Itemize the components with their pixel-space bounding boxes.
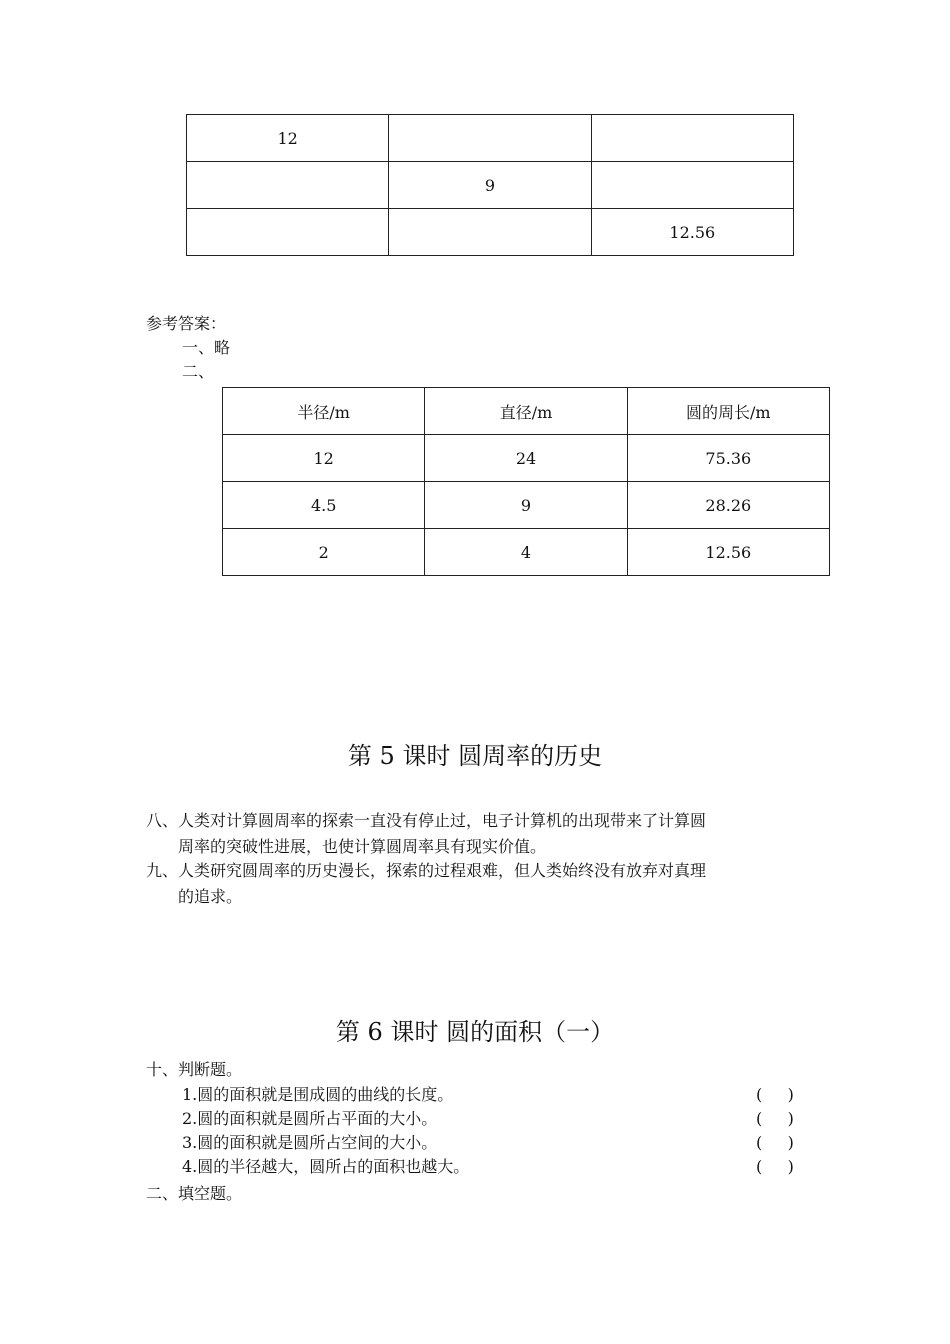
table-cell: 2 (223, 529, 425, 576)
table-cell: 12 (187, 115, 389, 162)
paragraph-9 (146, 858, 826, 910)
paragraph-text: 人类研究圆周率的历史漫长，探索的过程艰难，但人类始终没有放弃对真理 (178, 861, 707, 880)
answer-blank: ( ) (756, 1157, 794, 1176)
top-table (186, 114, 794, 256)
column-header: 半径/m (223, 388, 425, 435)
table-row (223, 435, 830, 482)
table-cell: 4 (425, 529, 627, 576)
table-cell: 12 (223, 435, 425, 482)
section-judgment: 十、判断题。 (146, 1060, 243, 1079)
table-cell (591, 115, 793, 162)
answer-item-1: 一、略 (182, 338, 231, 357)
answer-blank: ( ) (756, 1133, 794, 1152)
table-cell: 12.56 (591, 209, 793, 256)
table-cell (187, 209, 389, 256)
table-cell (187, 162, 389, 209)
answer-blank: ( ) (756, 1109, 794, 1128)
table-header-row (223, 388, 830, 435)
paragraph-8 (146, 808, 826, 860)
lesson-5-title: 第 5 课时 圆周率的历史 (347, 742, 603, 770)
table-row (187, 162, 794, 209)
paragraph-number: 九、 (146, 861, 179, 880)
table-cell (591, 162, 793, 209)
question-1: 1.圆的面积就是围成圆的曲线的长度。 (182, 1085, 454, 1104)
table-row (223, 529, 830, 576)
table-cell: 75.36 (627, 435, 829, 482)
table-cell: 4.5 (223, 482, 425, 529)
column-header: 圆的周长/m (627, 388, 829, 435)
paragraph-text: 人类对计算圆周率的探索一直没有停止过，电子计算机的出现带来了计算圆 (178, 811, 707, 830)
lesson-6-title: 第 6 课时 圆的面积（一） (335, 1018, 615, 1046)
table-cell: 28.26 (627, 482, 829, 529)
table-cell (389, 115, 591, 162)
question-2: 2.圆的面积就是圆所占平面的大小。 (182, 1109, 438, 1128)
answer-item-2: 二、 (182, 362, 215, 381)
table-cell: 9 (425, 482, 627, 529)
answer-blank: ( ) (756, 1085, 794, 1104)
table-row (187, 209, 794, 256)
question-3: 3.圆的面积就是圆所占空间的大小。 (182, 1133, 438, 1152)
paragraph-text: 的追求。 (178, 887, 243, 906)
table-cell: 9 (389, 162, 591, 209)
table-row (187, 115, 794, 162)
paragraph-number: 八、 (146, 811, 179, 830)
column-header: 直径/m (425, 388, 627, 435)
table-cell: 12.56 (627, 529, 829, 576)
table-row (223, 482, 830, 529)
answer-table (222, 387, 830, 576)
answers-title: 参考答案： (146, 314, 227, 333)
table-cell: 24 (425, 435, 627, 482)
section-fill-blank: 二、填空题。 (146, 1184, 243, 1203)
table-cell (389, 209, 591, 256)
question-4: 4.圆的半径越大，圆所占的面积也越大。 (182, 1157, 470, 1176)
paragraph-text: 周率的突破性进展，也使计算圆周率具有现实价值。 (178, 837, 547, 856)
